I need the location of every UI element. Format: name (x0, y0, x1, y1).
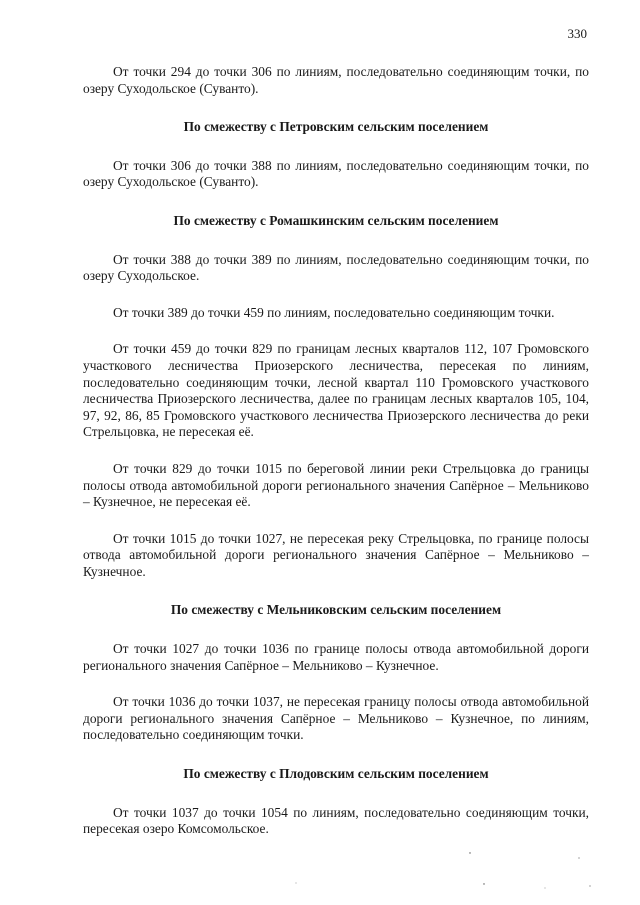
paragraph: От точки 389 до точки 459 по линиям, последовательно соединяющим точки. (113, 304, 555, 320)
paragraph: От точки 1027 до точки 1036 по границе полосы отвода автомобильной дороги регионального значения Сапёрное – Мельниково – Кузнечное. (83, 641, 589, 673)
paragraph: От точки 1036 до точки 1037, не пересекая границу полосы отвода автомобильной дороги регионального значения Сапёрное – Мельниково – Кузнечное, по линиям, последовательно соединяющим точки. (83, 694, 589, 743)
paragraph: От точки 1037 до точки 1054 по линиям, последовательно соединяющим точки, пересекая озеро Комсомольское. (83, 804, 589, 837)
paragraph: От точки 829 до точки 1015 по береговой линии реки Стрельцовка до границы полосы отвода автомобильной дороги регионального значения Сапёрное – Мельниково – Кузнечное, не пересекая её. (83, 460, 589, 510)
paragraph: От точки 459 до точки 829 по границам лесных кварталов 112, 107 Громовского участкового лесничества Приозерского лесничества, пересекая по линиям, последовательно соединяющим точки, лесной квартал 110 Громовского участкового лесничества Приозерского лесничества, далее по границам лесных кварталов 105, 104, 97, 92, 86, 85 Громовского участкового лесничества Приозерского лесничества до реки Стрельцовка, не пересекая её. (83, 341, 589, 440)
section-heading: По смежеству с Ромашкинским сельским поселением (173, 212, 499, 228)
paragraph: От точки 1015 до точки 1027, не пересекая реку Стрельцовка, по границе полосы отвода автомобильной дороги регионального значения Сапёрное – Мельниково – Кузнечное. (83, 530, 589, 579)
section-heading: По смежеству с Мельниковским сельским поселением (170, 602, 502, 618)
paragraph: От точки 294 до точки 306 по линиям, последовательно соединяющим точки, по озеру Суходольское (Суванто). (83, 64, 589, 96)
paragraph: От точки 306 до точки 388 по линиям, последовательно соединяющим точки, по озеру Суходольское (Суванто). (83, 157, 589, 190)
section-heading: По смежеству с Плодовским сельским поселением (183, 766, 489, 782)
section-heading: По смежеству с Петровским сельским поселением (183, 119, 489, 135)
paragraph: От точки 388 до точки 389 по линиям, последовательно соединяющим точки, по озеру Суходольское. (83, 251, 589, 284)
page-number: 330 (567, 26, 587, 41)
document-body (83, 64, 589, 838)
